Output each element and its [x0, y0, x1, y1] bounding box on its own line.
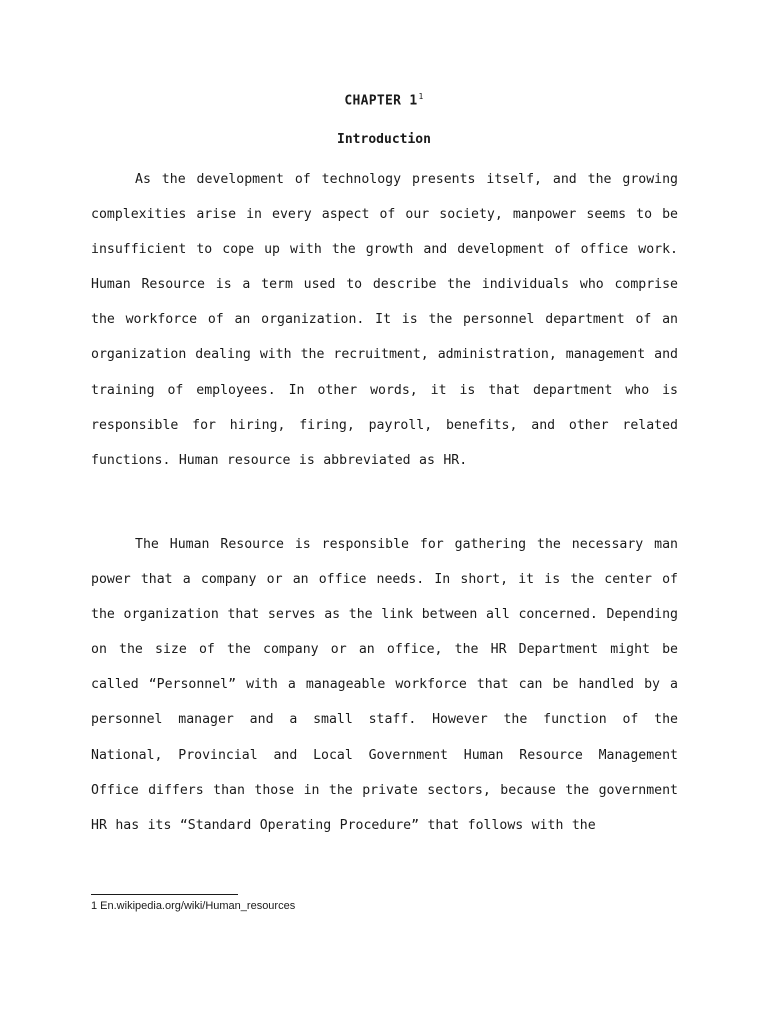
section-heading: Introduction — [337, 132, 431, 147]
footnote-divider — [91, 894, 238, 895]
chapter-title — [0, 92, 768, 108]
footnote-text: 1 En.wikipedia.org/wiki/Human_resources — [91, 900, 296, 912]
footnote-reference: 1 — [418, 92, 424, 101]
chapter-label: CHAPTER 1 — [344, 93, 418, 109]
body-paragraph-1: As the development of technology presents itself, and the growing complexities arise in every aspect of our society, manpower seems to be insufficient to cope up with the growth and development of office work. Human Resource is a term used to describe the individuals who comprise the workforce of an organization. It is the personnel department of an organization dealing with the recruitment, administration, management and training of employees. In other words, it is that department who is responsible for hiring, firing, payroll, benefits, and other related functions. Human resource is abbreviated as HR. — [91, 172, 678, 468]
body-paragraph-2: The Human Resource is responsible for gathering the necessary man power that a company or an office needs. In short, it is the center of the organization that serves as the link between all concerned. Depending on the size of the company or an office, the HR Department might be called “Personnel” with a manageable workforce that can be handled by a personnel manager and a small staff. However the function of the National, Provincial and Local Government Human Resource Management Office differs than those in the private sectors, because the government HR has its “Standard Operating Procedure” that follows with the — [91, 537, 678, 833]
